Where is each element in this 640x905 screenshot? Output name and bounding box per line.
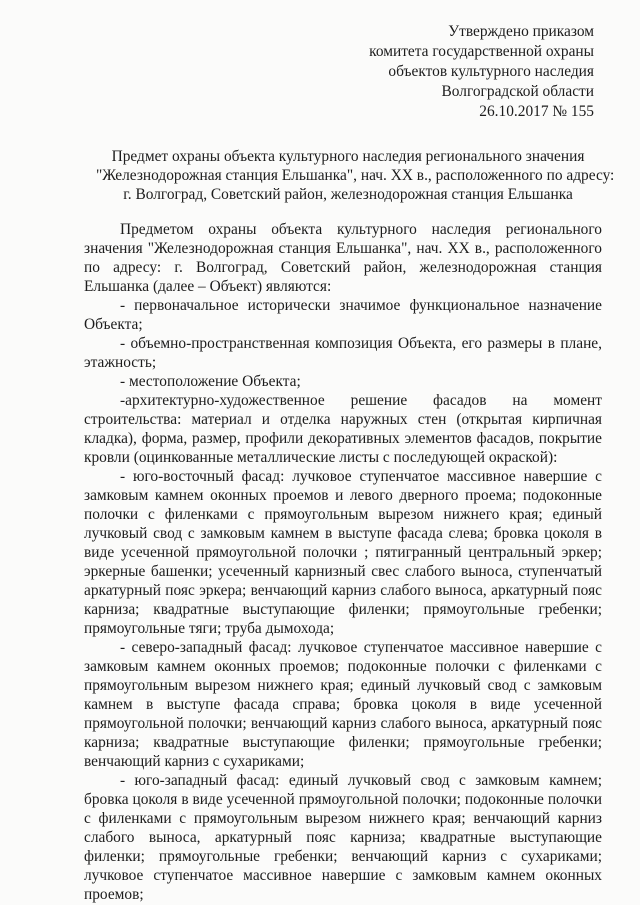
list-item: - объемно-пространственная композиция Объекта, его размеры в плане, этажность; [84, 335, 602, 371]
approval-date-number: 26.10.2017 № 155 [479, 103, 594, 120]
facade-southwest: - юго-западный фасад: единый лучковый свод с замковым камнем; бровка цоколя в виде усеченной прямоугольной полочки; подоконные полочки с филенками с прямоугольным вырезом нижнего края; венчающий карниз слабого выноса, аркатурный пояс карниза; квадратные выступающие филенки; прямоугольные гребенки; венчающий карниз с сухариками; лучковое ступенчатое массивное навершие с замковым камнем оконных проемов; [84, 772, 602, 903]
title-line: "Железнодорожная станция Ельшанка", нач. XX в., расположенного по адресу: [96, 167, 615, 184]
facade-northwest: - северо-западный фасад: лучковое ступенчатое массивное навершие с замковым камнем оконных проемов; подоконные полочки с филенками с прямоугольным вырезом нижнего края; единый лучковый свод с замковым камнем в выступе фасада справа; бровка цоколя в виде усеченной прямоугольной полочки; венчающий карниз слабого выноса, аркатурный пояс карниза; квадратные выступающие филенки; прямоугольные гребенки; венчающий карниз с сухариками; [84, 639, 602, 770]
title-line: г. Волгоград, Советский район, железнодорожная станция Ельшанка [123, 186, 573, 203]
intro-paragraph: Предметом охраны объекта культурного наследия регионального значения "Железнодорожная станция Ельшанка", нач. XX в., расположенного по адресу: г. Волгоград, Советский район, железнодорожная станция Ельшанка (далее – Объект) являются: [84, 221, 602, 295]
document-title [96, 147, 615, 204]
approval-line: комитета государственной охраны [369, 43, 594, 60]
title-line: Предмет охраны объекта культурного наследия регионального значения [111, 148, 585, 165]
facade-southeast: - юго-восточный фасад: лучковое ступенчатое массивное навершие с замковым камнем оконных проемов и левого дверного проема; подоконные полочки с филенками с прямоугольным вырезом нижнего края; единый лучковый свод с замковым камнем в выступе фасада слева; бровка цоколя в виде усеченной прямоугольной полочки ; пятигранный центральный эркер; эркерные башенки; усеченный карнизный свес слабого выноса, ступенчатый аркатурный пояс эркера; венчающий карниз слабого выноса, аркатурный пояс карниза; квадратные выступающие филенки; прямоугольные гребенки; прямоугольные тяги; труба дымохода; [84, 468, 602, 637]
list-item: -архитектурно-художественное решение фасадов на момент строительства: материал и отделка наружных стен (открытая кирпичная кладка), форма, размер, профили декоративных элементов фасадов, покрытие кровли (оцинкованные металлические листы с последующей окраской): [84, 392, 602, 466]
list-item: - местоположение Объекта; [120, 373, 301, 390]
list-item: - первоначальное исторически значимое функциональное назначение Объекта; [84, 297, 602, 333]
approval-block [369, 22, 594, 122]
approval-line: Утверждено приказом [448, 23, 594, 40]
approval-line: Волгоградской области [441, 83, 594, 100]
document-body [84, 220, 602, 904]
approval-line: объектов культурного наследия [388, 63, 594, 80]
